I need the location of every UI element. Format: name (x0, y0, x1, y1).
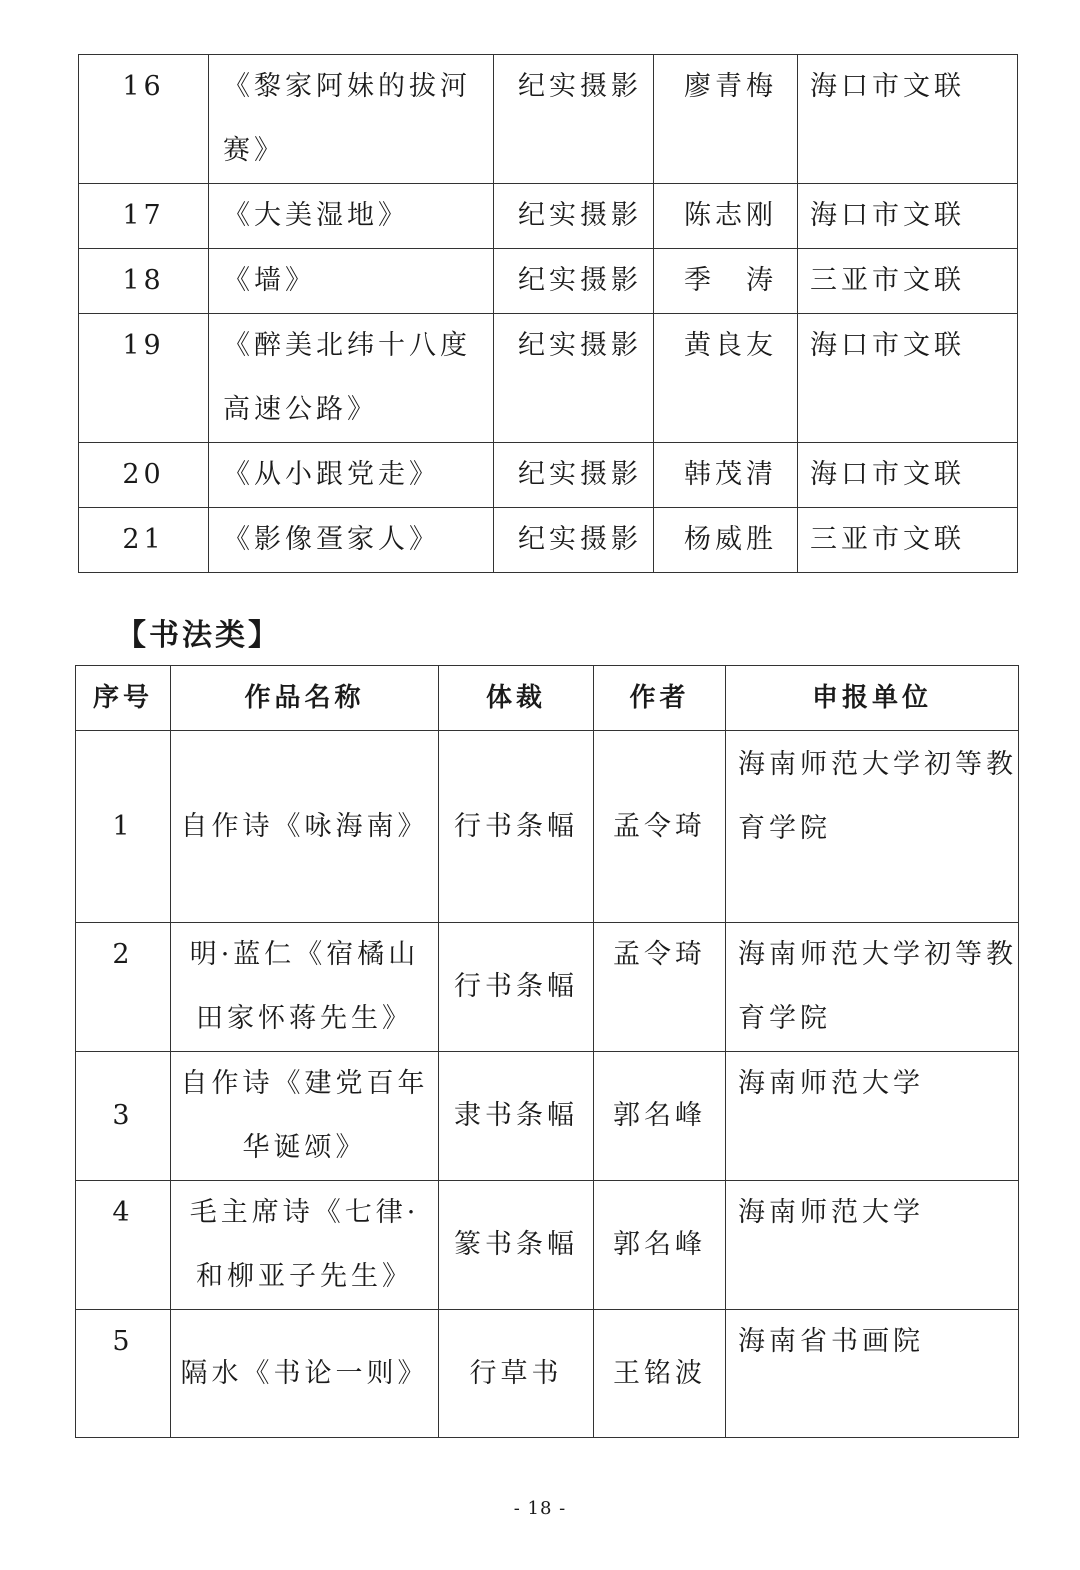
row-number: 2 (76, 923, 171, 1052)
work-author: 黄良友 (654, 314, 798, 443)
table-row (76, 1181, 1019, 1310)
work-genre: 纪实摄影 (494, 249, 654, 314)
row-number: 20 (79, 443, 209, 508)
row-number: 19 (79, 314, 209, 443)
work-genre: 隶书条幅 (439, 1052, 594, 1181)
row-number: 1 (76, 731, 171, 923)
work-genre: 纪实摄影 (494, 314, 654, 443)
table-row (76, 923, 1019, 1052)
header-title: 作品名称 (171, 666, 439, 731)
table-row (79, 184, 1018, 249)
work-author: 陈志刚 (654, 184, 798, 249)
work-author: 孟令琦 (594, 731, 726, 923)
header-num: 序号 (76, 666, 171, 731)
table-row (79, 443, 1018, 508)
work-author: 韩茂清 (654, 443, 798, 508)
photography-table (78, 54, 1018, 573)
row-number: 21 (79, 508, 209, 573)
submitting-unit: 海口市文联 (798, 184, 1018, 249)
work-author: 廖青梅 (654, 55, 798, 184)
page-number: - 18 - (513, 1498, 567, 1519)
work-author: 杨威胜 (654, 508, 798, 573)
work-author: 郭名峰 (594, 1052, 726, 1181)
calligraphy-table (75, 665, 1019, 1438)
table-row (76, 1052, 1019, 1181)
work-author: 王铭波 (594, 1310, 726, 1438)
submitting-unit: 海口市文联 (798, 314, 1018, 443)
submitting-unit: 海南师范大学初等教育学院 (726, 923, 1019, 1052)
work-title: 《影像疍家人》 (209, 508, 494, 573)
table-header-row (76, 666, 1019, 731)
work-title: 《醉美北纬十八度高速公路》 (209, 314, 494, 443)
table-row (76, 1310, 1019, 1438)
table-row (79, 508, 1018, 573)
work-genre: 行书条幅 (439, 731, 594, 923)
work-title: 自作诗《建党百年华诞颂》 (171, 1052, 439, 1181)
work-genre: 行书条幅 (439, 923, 594, 1052)
table-row (79, 55, 1018, 184)
work-title: 《从小跟党走》 (209, 443, 494, 508)
table-row (76, 731, 1019, 923)
table-row (79, 314, 1018, 443)
work-author: 孟令琦 (594, 923, 726, 1052)
submitting-unit: 三亚市文联 (798, 249, 1018, 314)
work-title: 明·蓝仁《宿橘山田家怀蒋先生》 (171, 923, 439, 1052)
work-genre: 行草书 (439, 1310, 594, 1438)
submitting-unit: 海口市文联 (798, 55, 1018, 184)
header-author: 作者 (594, 666, 726, 731)
submitting-unit: 三亚市文联 (798, 508, 1018, 573)
row-number: 16 (79, 55, 209, 184)
header-unit: 申报单位 (726, 666, 1019, 731)
row-number: 18 (79, 249, 209, 314)
work-title: 毛主席诗《七律·和柳亚子先生》 (171, 1181, 439, 1310)
submitting-unit: 海南师范大学 (726, 1181, 1019, 1310)
submitting-unit: 海口市文联 (798, 443, 1018, 508)
work-title: 《大美湿地》 (209, 184, 494, 249)
work-genre: 纪实摄影 (494, 443, 654, 508)
work-genre: 纪实摄影 (494, 55, 654, 184)
work-title: 隔水《书论一则》 (171, 1310, 439, 1438)
work-title: 《黎家阿妹的拔河赛》 (209, 55, 494, 184)
work-author: 郭名峰 (594, 1181, 726, 1310)
table-row (79, 249, 1018, 314)
submitting-unit: 海南师范大学初等教育学院 (726, 731, 1019, 923)
row-number: 3 (76, 1052, 171, 1181)
row-number: 17 (79, 184, 209, 249)
work-genre: 纪实摄影 (494, 508, 654, 573)
row-number: 5 (76, 1310, 171, 1438)
submitting-unit: 海南师范大学 (726, 1052, 1019, 1181)
work-title: 自作诗《咏海南》 (171, 731, 439, 923)
header-genre: 体裁 (439, 666, 594, 731)
work-genre: 纪实摄影 (494, 184, 654, 249)
row-number: 4 (76, 1181, 171, 1310)
work-author: 季 涛 (654, 249, 798, 314)
work-genre: 篆书条幅 (439, 1181, 594, 1310)
work-title: 《墙》 (209, 249, 494, 314)
submitting-unit: 海南省书画院 (726, 1310, 1019, 1438)
section-heading-calligraphy: 【书法类】 (116, 618, 281, 653)
